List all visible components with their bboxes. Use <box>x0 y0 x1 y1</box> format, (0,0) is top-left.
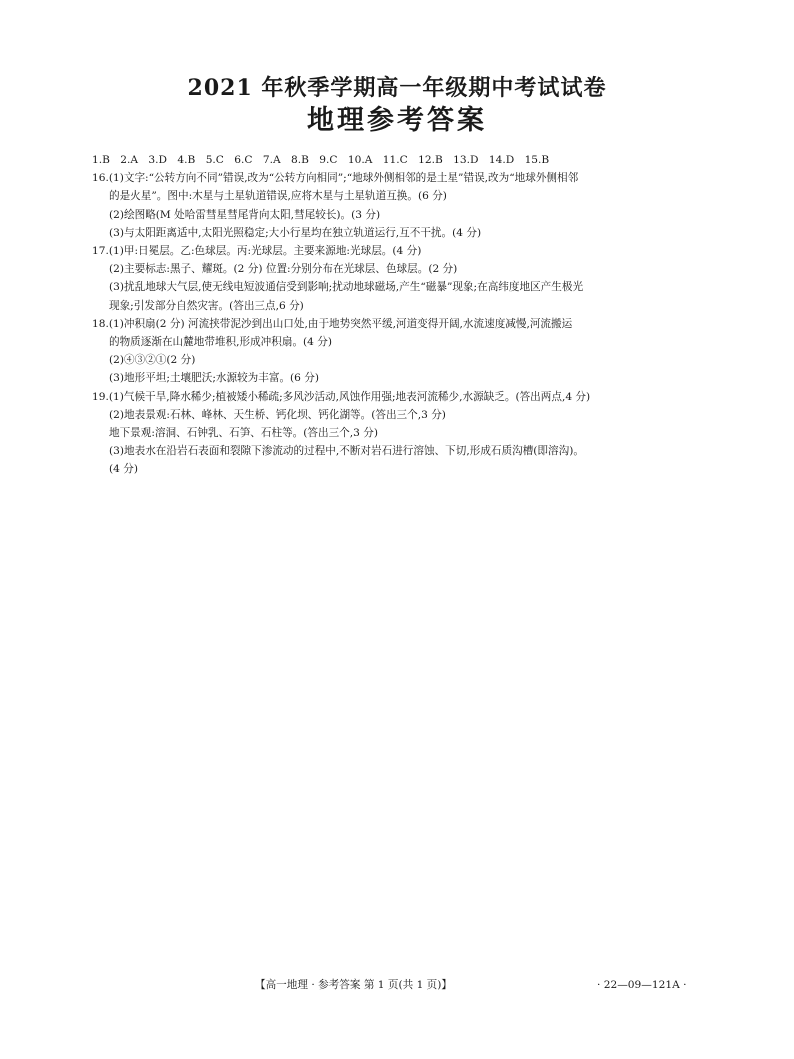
q18-part2: (2)④③②①(2 分) <box>109 354 196 367</box>
q19-part3-line2: (4 分) <box>109 463 138 476</box>
q19-part1: 19.(1)气候干旱,降水稀少;植被矮小稀疏;多风沙活动,风蚀作用强;地表河流稀少,水源缺乏。(答出两点,4 分) <box>92 390 591 403</box>
page-footer-label: 【高一地理 · 参考答案 第 1 页(共 1 页)】 <box>255 979 452 991</box>
q18-part1-line2: 的物质逐渐在山麓地带堆积,形成冲积扇。(4 分) <box>109 336 333 349</box>
document-subtitle: 地理参考答案 <box>307 105 487 136</box>
document-title: 2021 年秋季学期高一年级期中考试试卷 <box>187 75 607 101</box>
mc-answer: 5.C <box>205 154 224 166</box>
q19-part2-line1: (2)地表景观:石林、峰林、天生桥、钙化坝、钙化湖等。(答出三个,3 分) <box>109 408 446 421</box>
document-code: · 22—09—121A · <box>597 979 687 991</box>
mc-answer: 13.D <box>453 154 479 166</box>
q16-part1-line1: 16.(1)文字:“公转方向不同”错误,改为“公转方向相同”;“地球外侧相邻的是土星”错误,改为“地球外侧相邻 <box>92 172 579 185</box>
mc-answer: 1.B <box>92 154 110 166</box>
q19-part2-line2: 地下景观:溶洞、石钟乳、石笋、石柱等。(答出三个,3 分) <box>109 427 378 440</box>
q16-part2: (2)绘图略(M 处哈雷彗星彗尾背向太阳,彗尾较长)。(3 分) <box>109 208 381 221</box>
q16-part3: (3)与太阳距离适中,太阳光照稳定;大小行星均在独立轨道运行,互不干扰。(4 分) <box>109 226 482 239</box>
mc-answer: 12.B <box>418 154 443 166</box>
answer-content <box>92 151 712 479</box>
mc-answer: 6.C <box>234 154 253 166</box>
q17-part3-line1: (3)扰乱地球大气层,使无线电短波通信受到影响;扰动地球磁场,产生“磁暴”现象;在高纬度地区产生极光 <box>109 281 584 294</box>
mc-answer: 4.B <box>177 154 196 166</box>
mc-answer: 14.D <box>488 154 515 166</box>
mc-answer: 8.B <box>291 154 309 166</box>
q18-part1-line1: 18.(1)冲积扇(2 分) 河流挟带泥沙到出山口处,由于地势突然平缓,河道变得开阔,水流速度减慢,河流搬运 <box>92 317 573 330</box>
mc-answer: 10.A <box>347 154 373 166</box>
mc-answer: 15.B <box>524 154 550 166</box>
mc-answer: 11.C <box>382 154 408 166</box>
q17-part2: (2)主要标志:黑子、耀斑。(2 分) 位置:分别分布在光球层、色球层。(2 分) <box>109 263 458 276</box>
mc-answer: 9.C <box>319 154 338 166</box>
mc-answer: 7.A <box>262 154 281 166</box>
multiple-choice-answers <box>92 151 712 169</box>
q16-part1-line2: 的是火星”。图中:木星与土星轨道错误,应将木星与土星轨道互换。(6 分) <box>109 190 447 203</box>
mc-answer: 2.A <box>120 154 139 166</box>
q19-part3-line1: (3)地表水在沿岩石表面和裂隙下渗流动的过程中,不断对岩石进行溶蚀、下切,形成石质沟槽(即溶沟)。 <box>109 445 584 458</box>
mc-answer: 3.D <box>148 154 168 166</box>
q18-part3: (3)地形平坦;土壤肥沃;水源较为丰富。(6 分) <box>109 372 320 385</box>
q17-part3-line2: 现象;引发部分自然灾害。(答出三点,6 分) <box>109 299 304 312</box>
q17-part1: 17.(1)甲:日冕层。乙:色球层。丙:光球层。主要来源地:光球层。(4 分) <box>92 245 422 258</box>
